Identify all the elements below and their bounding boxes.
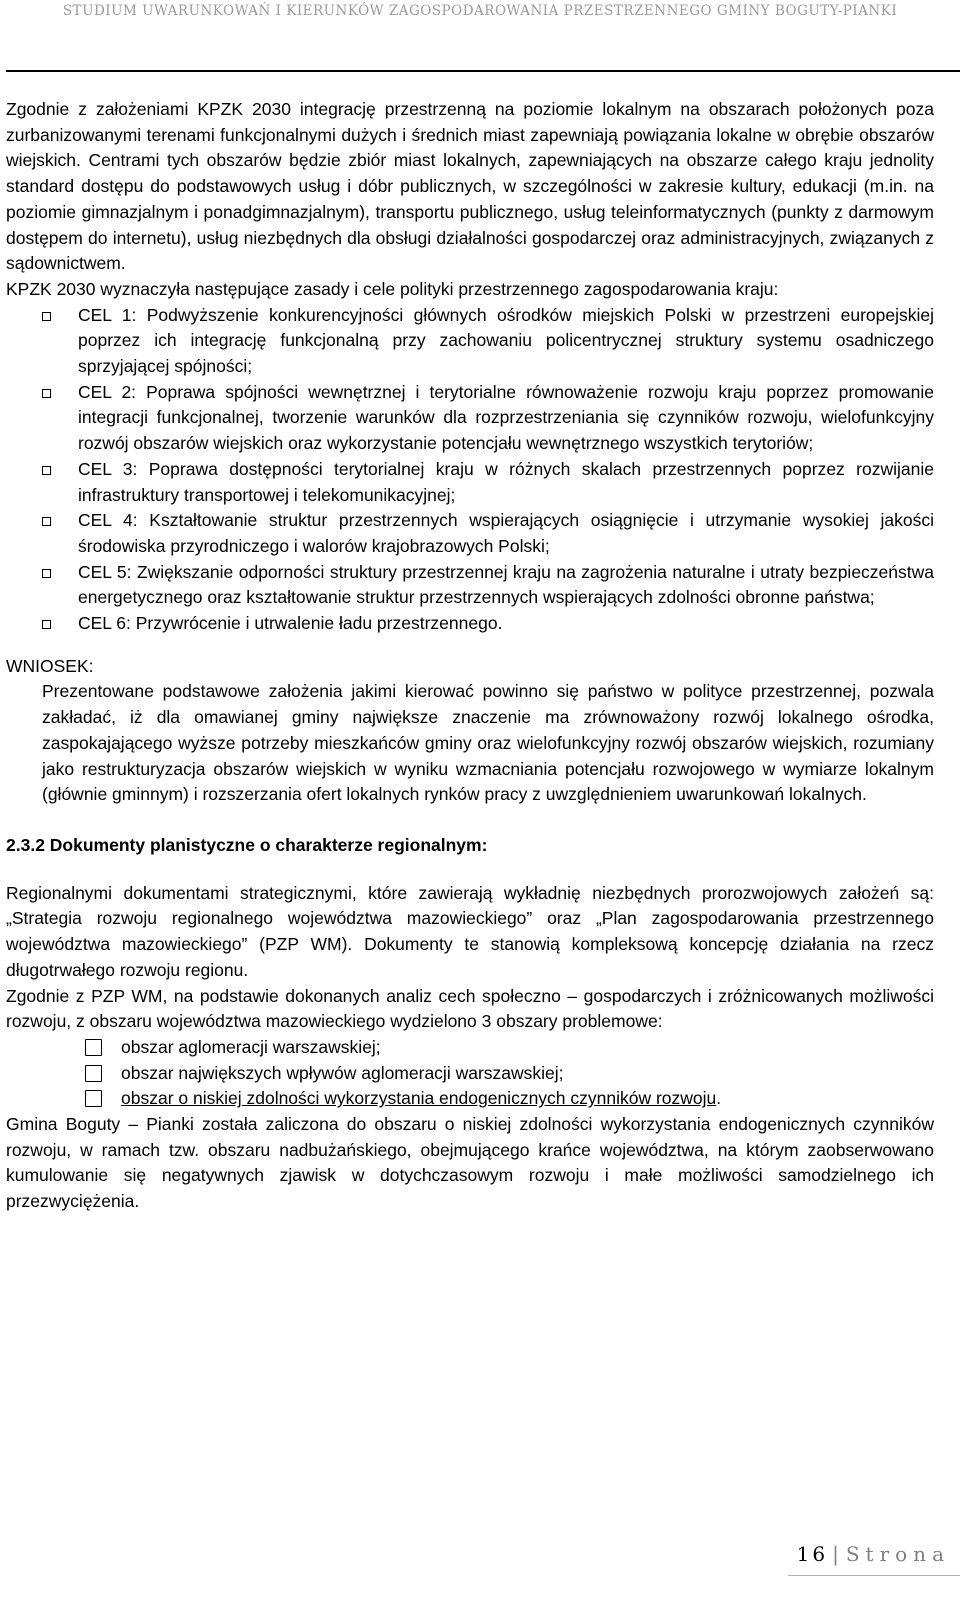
intro-paragraph: Zgodnie z założeniami KPZK 2030 integrację przestrzenną na poziomie lokalnym na obszarach położonych poza zurbanizowanymi terenami funkcjonalnymi dużych i średnich miast zapewniają powiązania lokalne w obrębie obszarów wiejskich. Centrami tych obszarów będzie zbiór miast lokalnych, zapewniających na obszarze całego kraju jednolity standard dostępu do podstawowych usług i dóbr publicznych, w szczególności w zakresie kultury, edukacji (m.in. na poziomie gimnazjalnym i ponadgimnazjalnym), transportu publicznego, usług teleinformatycznych (punkty z darmowym dostępem do internetu), usług niezbędnych dla obsługi działalności gospodarczej oraz administracyjnych, związanych z sądownictwem. — [6, 99, 934, 274]
regional-documents-paragraph: Regionalnymi dokumentami strategicznymi, które zawierają wykładnię niezbędnych prorozwojowych założeń są: „Strategia rozwoju regionalnego województwa mazowieckiego” oraz „Plan zagospodarowania przestrzennego województwa mazowieckiego” (PZP WM). Dokumenty te stanowią kompleksową koncepcję działania na rzecz długotrwałego rozwoju regionu. — [6, 882, 934, 980]
problem-area-text: obszar największych wpływów aglomeracji warszawskiej; — [121, 1062, 564, 1083]
goal-text: CEL 6: Przywrócenie i utrwalenie ładu przestrzennego. — [78, 613, 503, 634]
running-header: STUDIUM UWARUNKOWAŃ I KIERUNKÓW ZAGOSPODAROWANIA PRZESTRZENNEGO GMINY BOGUTY-PIANKI — [62, 3, 898, 19]
problem-area-item — [6, 1086, 934, 1112]
goal-item — [6, 560, 934, 611]
goal-item — [6, 457, 934, 508]
checkbox-bullet-icon — [42, 517, 51, 526]
header-rule — [6, 70, 960, 72]
goal-text: CEL 3: Poprawa dostępności terytorialnej kraju w różnych skalach przestrzennych poprzez rozwijanie infrastruktury transportowej i telekomunikacyjnej; — [78, 458, 934, 505]
goal-item — [6, 380, 934, 457]
page-number-value: 16 — [796, 1542, 829, 1566]
problem-areas-intro-paragraph: Zgodnie z PZP WM, na podstawie dokonanych analiz cech społeczno – gospodarczych i zróżnicowanych możliwości rozwoju, z obszaru województwa mazowieckiego wydzielono 3 obszary problemowe: — [6, 985, 934, 1032]
problem-area-suffix: . — [716, 1088, 722, 1109]
goals-intro-paragraph: KPZK 2030 wyznaczyła następujące zasady i cele polityki przestrzennego zagospodarowania kraju: — [6, 278, 779, 299]
page-number-separator: | — [832, 1542, 842, 1566]
problem-area-item — [6, 1061, 934, 1087]
checkbox-bullet-icon — [85, 1090, 102, 1107]
goal-item — [6, 508, 934, 559]
checkbox-bullet-icon — [85, 1065, 102, 1082]
document-body — [6, 97, 934, 1215]
section-heading: 2.3.2 Dokumenty planistyczne o charakterze regionalnym: — [6, 834, 488, 855]
goals-list — [6, 303, 934, 637]
checkbox-bullet-icon — [85, 1039, 102, 1056]
goal-text: CEL 1: Podwyższenie konkurencyjności głównych ośrodków miejskich Polski w przestrzeni europejskiej poprzez ich integrację funkcjonalną przy zachowaniu policentrycznej struktury systemu osadniczego sprzyjającej spójności; — [78, 304, 934, 377]
checkbox-bullet-icon — [42, 312, 51, 321]
problem-area-text: obszar aglomeracji warszawskiej; — [121, 1036, 381, 1057]
conclusion-heading: WNIOSEK: — [6, 655, 94, 676]
goal-text: CEL 2: Poprawa spójności wewnętrznej i terytorialne równoważenie rozwoju kraju poprzez promowanie integracji funkcjonalnej, tworzenie warunków dla rozprzestrzeniania się czynników rozwoju, wielofunkcyjny rozwój obszarów wiejskich oraz wykorzystanie potencjału wewnętrznego wszystkich terytoriów; — [78, 381, 934, 454]
goal-item — [6, 611, 934, 637]
checkbox-bullet-icon — [42, 389, 51, 398]
checkbox-bullet-icon — [42, 569, 51, 578]
footer-rule — [788, 1575, 960, 1576]
page-number — [797, 1538, 950, 1570]
checkbox-bullet-icon — [42, 466, 51, 475]
conclusion-paragraph: Prezentowane podstawowe założenia jakimi kierować powinno się państwo w polityce przestrzennej, pozwala zakładać, iż dla omawianej gminy największe znaczenie ma zrównoważony rozwój lokalnego ośrodka, zaspokajającego wyższe potrzeby mieszkańców gminy oraz wielofunkcyjny rozwój obszarów wiejskich, rozumiany jako restrukturyzacja obszarów wiejskich w wyniku wzmacniania potencjału rozwojowego w wymiarze lokalnym (głównie gminnym) i rozszerzania ofert lokalnych rynków pracy z uwzględnieniem uwarunkowań lokalnych. — [42, 681, 934, 805]
checkbox-bullet-icon — [42, 620, 51, 629]
gmina-classification-paragraph: Gmina Boguty – Pianki została zaliczona do obszaru o niskiej zdolności wykorzystania endogenicznych czynników rozwoju, w ramach tzw. obszaru nadbużańskiego, obejmującego krańce województwa, na którym zaobserwowano kumulowanie się negatywnych zjawisk w dotychczasowym rozwoju i małe możliwości samodzielnego ich przezwyciężenia. — [6, 1114, 934, 1212]
goal-text: CEL 4: Kształtowanie struktur przestrzennych wspierających osiągnięcie i utrzymanie wysokiej jakości środowiska przyrodniczego i walorów krajobrazowych Polski; — [78, 510, 934, 556]
problem-area-text-underlined: obszar o niskiej zdolności wykorzystania endogenicznych czynników rozwoju — [121, 1088, 717, 1109]
problem-area-item — [6, 1035, 934, 1061]
problem-areas-list — [6, 1035, 934, 1112]
goal-text: CEL 5: Zwiększanie odporności struktury przestrzennej kraju na zagrożenia naturalne i utraty bezpieczeństwa energetycznego oraz kształtowanie struktur przestrzennych wspierających zdolności obronne państwa; — [78, 561, 934, 608]
goal-item — [6, 303, 934, 380]
page-label: Strona — [845, 1542, 950, 1566]
